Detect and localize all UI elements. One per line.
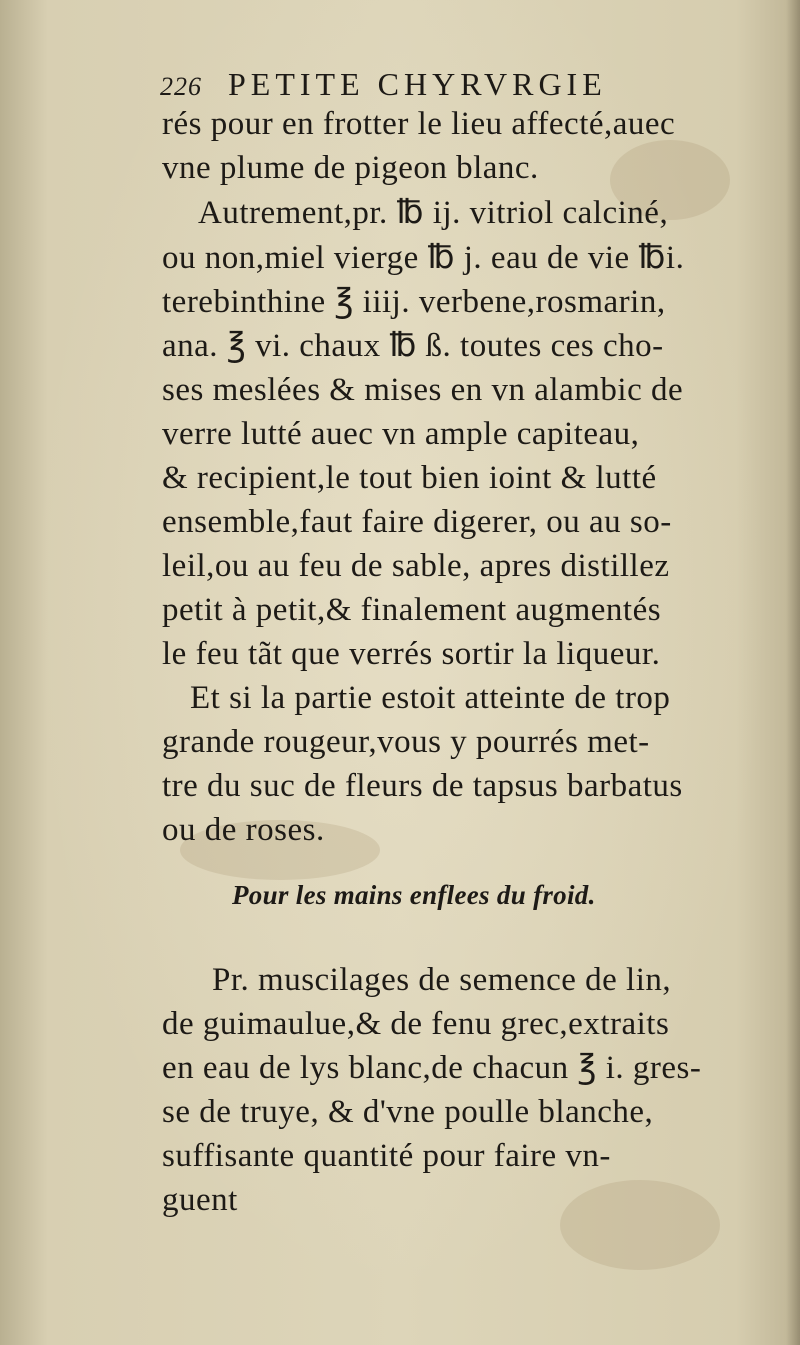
text-line: & recipient,le tout bien ioint & lutté xyxy=(162,460,657,496)
page-edge-shadow xyxy=(786,0,800,1345)
text-line: ou non,miel vierge ℔ j. eau de vie ℔i. xyxy=(162,240,685,276)
text-line: le feu tãt que verrés sortir la liqueur. xyxy=(162,636,661,672)
text-line: guent xyxy=(162,1182,238,1218)
text-line: petit à petit,& finalement augmentés xyxy=(162,592,662,628)
text-line: vne plume de pigeon blanc. xyxy=(162,150,539,186)
text-line: ana. ℥ vi. chaux ℔ ß. toutes ces cho- xyxy=(162,328,664,364)
text-line: en eau de lys blanc,de chacun ℥ i. gres- xyxy=(162,1050,702,1086)
text-line: suffisante quantité pour faire vn- xyxy=(162,1138,611,1174)
text-line: ou de roses. xyxy=(162,812,325,848)
text-line: leil,ou au feu de sable, apres distillez xyxy=(162,548,670,584)
text-line: Pr. muscilages de semence de lin, xyxy=(212,962,672,998)
text-line: verre lutté auec vn ample capiteau, xyxy=(162,416,640,452)
text-line: se de truye, & d'vne poulle blanche, xyxy=(162,1094,654,1130)
text-line: Et si la partie estoit atteinte de trop xyxy=(190,680,671,716)
text-line: Autrement,pr. ℔ ij. vitriol calciné, xyxy=(198,195,669,231)
text-line: ses meslées & mises en vn alambic de xyxy=(162,372,684,408)
page-number: 226 xyxy=(160,72,202,101)
text-line: de guimaulue,& de fenu grec,extraits xyxy=(162,1006,670,1042)
section-subheading: Pour les mains enflees du froid. xyxy=(232,880,596,910)
text-line: terebinthine ℥ iiij. verbene,rosmarin, xyxy=(162,284,666,320)
text-line: grande rougeur,vous y pourrés met- xyxy=(162,724,650,760)
text-line: ensemble,faut faire digerer, ou au so- xyxy=(162,504,672,540)
running-head: PETITE CHYRVRGIE xyxy=(228,66,607,102)
text-line: rés pour en frotter le lieu affecté,auec xyxy=(162,106,676,142)
paper-stain xyxy=(560,1180,720,1270)
text-line: tre du suc de fleurs de tapsus barbatus xyxy=(162,768,683,804)
